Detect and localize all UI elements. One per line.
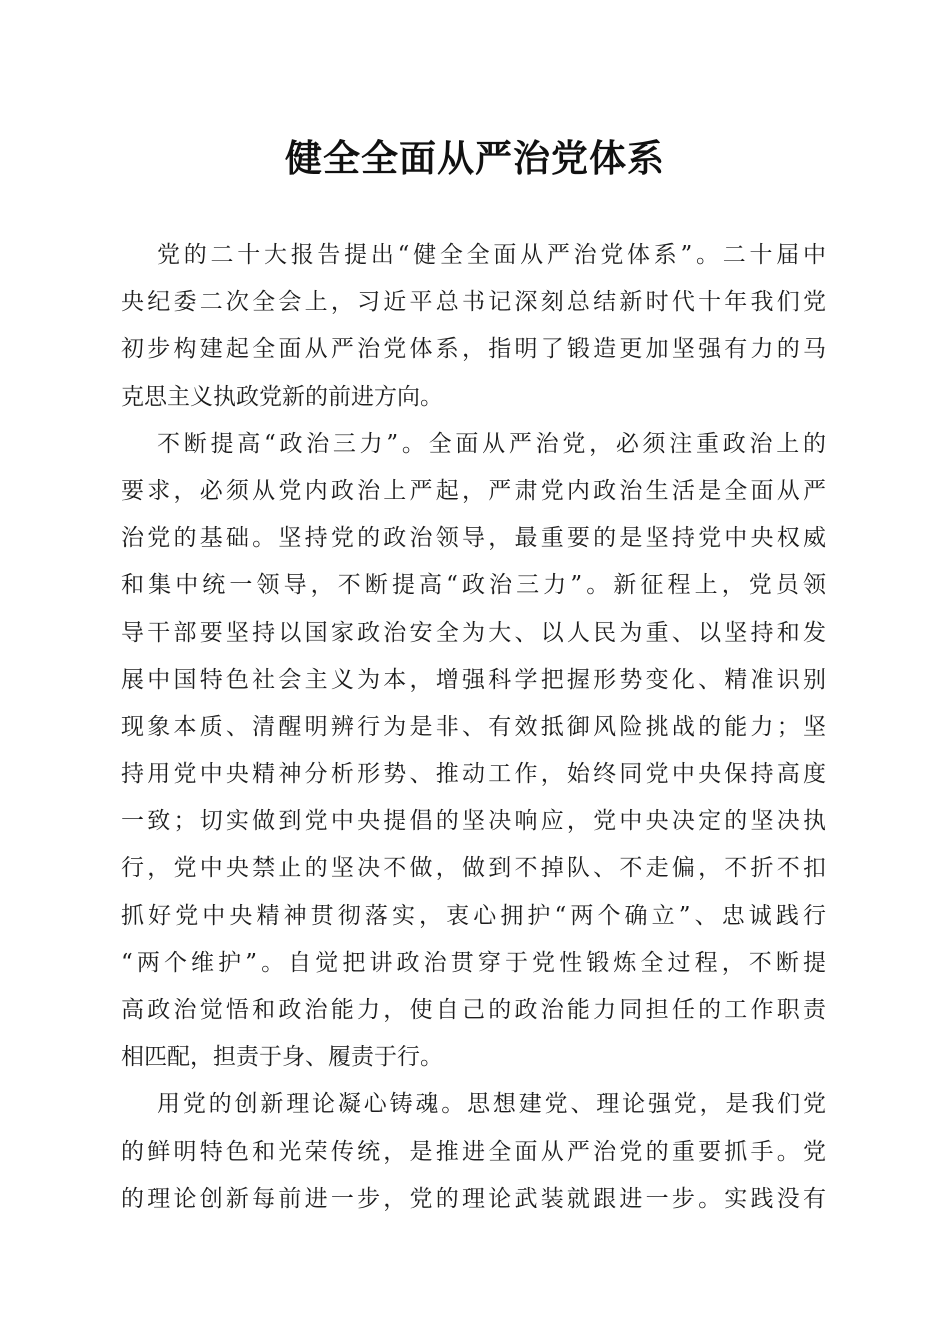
text-line: 的理论创新每前进一步，党的理论武装就跟进一步。实践没有 — [121, 1185, 826, 1212]
text-line: 克思主义执政党新的前进方向。 — [121, 383, 443, 410]
text-line: 党的二十大报告提出“健全全面从严治党体系”。二十届中 — [157, 242, 826, 268]
text-line: 初步构建起全面从严治党体系，指明了锻造更加坚强有力的马 — [121, 336, 826, 363]
document-body — [121, 232, 826, 1223]
text-line: 高政治觉悟和政治能力，使自己的政治能力同担任的工作职责 — [121, 997, 826, 1023]
text-line: 治党的基础。坚持党的政治领导，最重要的是坚持党中央权威 — [121, 525, 826, 552]
text-line: 不断提高“政治三力”。全面从严治党，必须注重政治上的 — [157, 430, 826, 457]
document-title: 健全全面从严治党体系 — [285, 136, 665, 180]
text-line: 的鲜明特色和光荣传统，是推进全面从严治党的重要抓手。党 — [121, 1138, 826, 1165]
paragraph-3 — [121, 1081, 826, 1223]
paragraph-2 — [121, 421, 826, 1082]
text-line: 央纪委二次全会上，习近平总书记深刻总结新时代十年我们党 — [121, 289, 826, 316]
text-line: 持用党中央精神分析形势、推动工作，始终同党中央保持高度 — [121, 761, 826, 788]
text-line: “两个维护”。自觉把讲政治贯穿于党性锻炼全过程，不断提 — [121, 949, 826, 976]
text-line: 展中国特色社会主义为本，增强科学把握形势变化、精准识别 — [121, 666, 826, 693]
text-line: 相匹配，担责于身、履责于行。 — [121, 1044, 443, 1071]
text-line: 行，党中央禁止的坚决不做，做到不掉队、不走偏，不折不扣 — [121, 855, 826, 882]
text-line: 一致；切实做到党中央提倡的坚决响应，党中央决定的坚决执 — [121, 808, 826, 835]
text-line: 现象本质、清醒明辨行为是非、有效抵御风险挑战的能力；坚 — [121, 713, 826, 740]
text-line: 抓好党中央精神贯彻落实，衷心拥护“两个确立”、忠诚践行 — [121, 902, 826, 929]
text-line: 和集中统一领导，不断提高“政治三力”。新征程上，党员领 — [121, 572, 826, 599]
text-line: 用党的创新理论凝心铸魂。思想建党、理论强党，是我们党 — [157, 1091, 826, 1118]
paragraph-1 — [121, 232, 826, 421]
text-line: 要求，必须从党内政治上严起，严肃党内政治生活是全面从严 — [121, 477, 826, 504]
text-line: 导干部要坚持以国家政治安全为大、以人民为重、以坚持和发 — [121, 619, 826, 646]
